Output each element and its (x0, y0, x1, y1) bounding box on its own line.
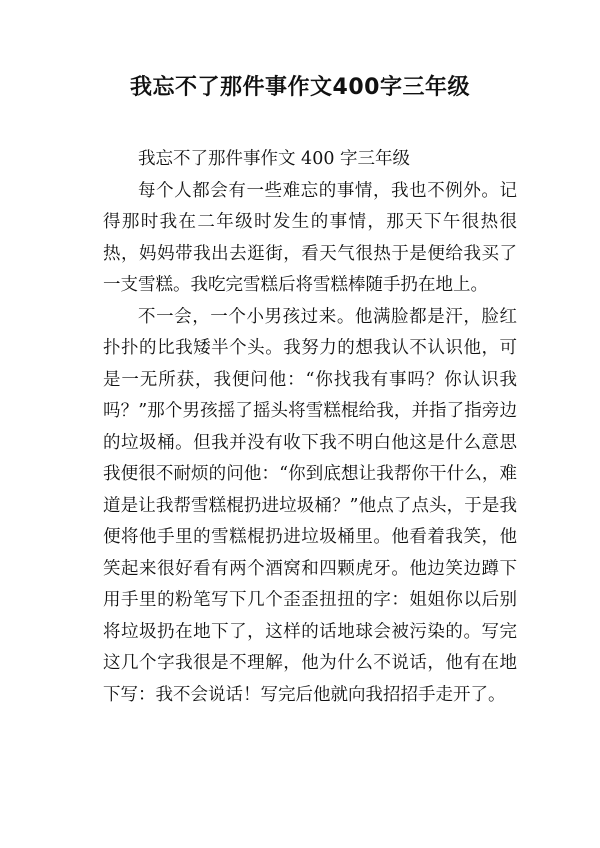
body-paragraph: 每个人都会有一些难忘的事情，我也不例外。记得那时我在二年级时发生的事情，那天下午很热很热，妈妈带我出去逛街，看天气很热于是便给我买了一支雪糕。我吃完雪糕后将雪糕棒随手扔在地上。 (103, 180, 517, 295)
document-title: 我忘不了那件事作文400字三年级 (130, 75, 470, 100)
body-paragraph-subtitle: 我忘不了那件事作文 400 字三年级 (138, 149, 411, 169)
body-paragraph: 不一会，一个小男孩过来。他满脸都是汗，脸红扑扑的比我矮半个头。我努力的想我认不认识他，可是一无所获，我便问他：“你找我有事吗？你认识我吗？”那个男孩摇了摇头将雪糕棍给我，并指了指旁边的垃圾桶。但我并没有收下我不明白他这是什么意思我便很不耐烦的问他：“你到底想让我帮你干什么，难道是让我帮雪糕棍扔进垃圾桶？”他点了点头，于是我便将他手里的雪糕棍扔进垃圾桶里。他看着我笑，他笑起来很好看有两个酒窝和四颗虎牙。他边笑边蹲下用手里的粉笔写下几个歪歪扭扭的字：姐姐你以后别将垃圾扔在地下了，这样的话地球会被污染的。写完这几个字我很是不理解，他为什么不说话，他有在地下写：我不会说话！写完后他就向我招招手走开了。 (103, 306, 517, 705)
document-body (103, 144, 517, 711)
